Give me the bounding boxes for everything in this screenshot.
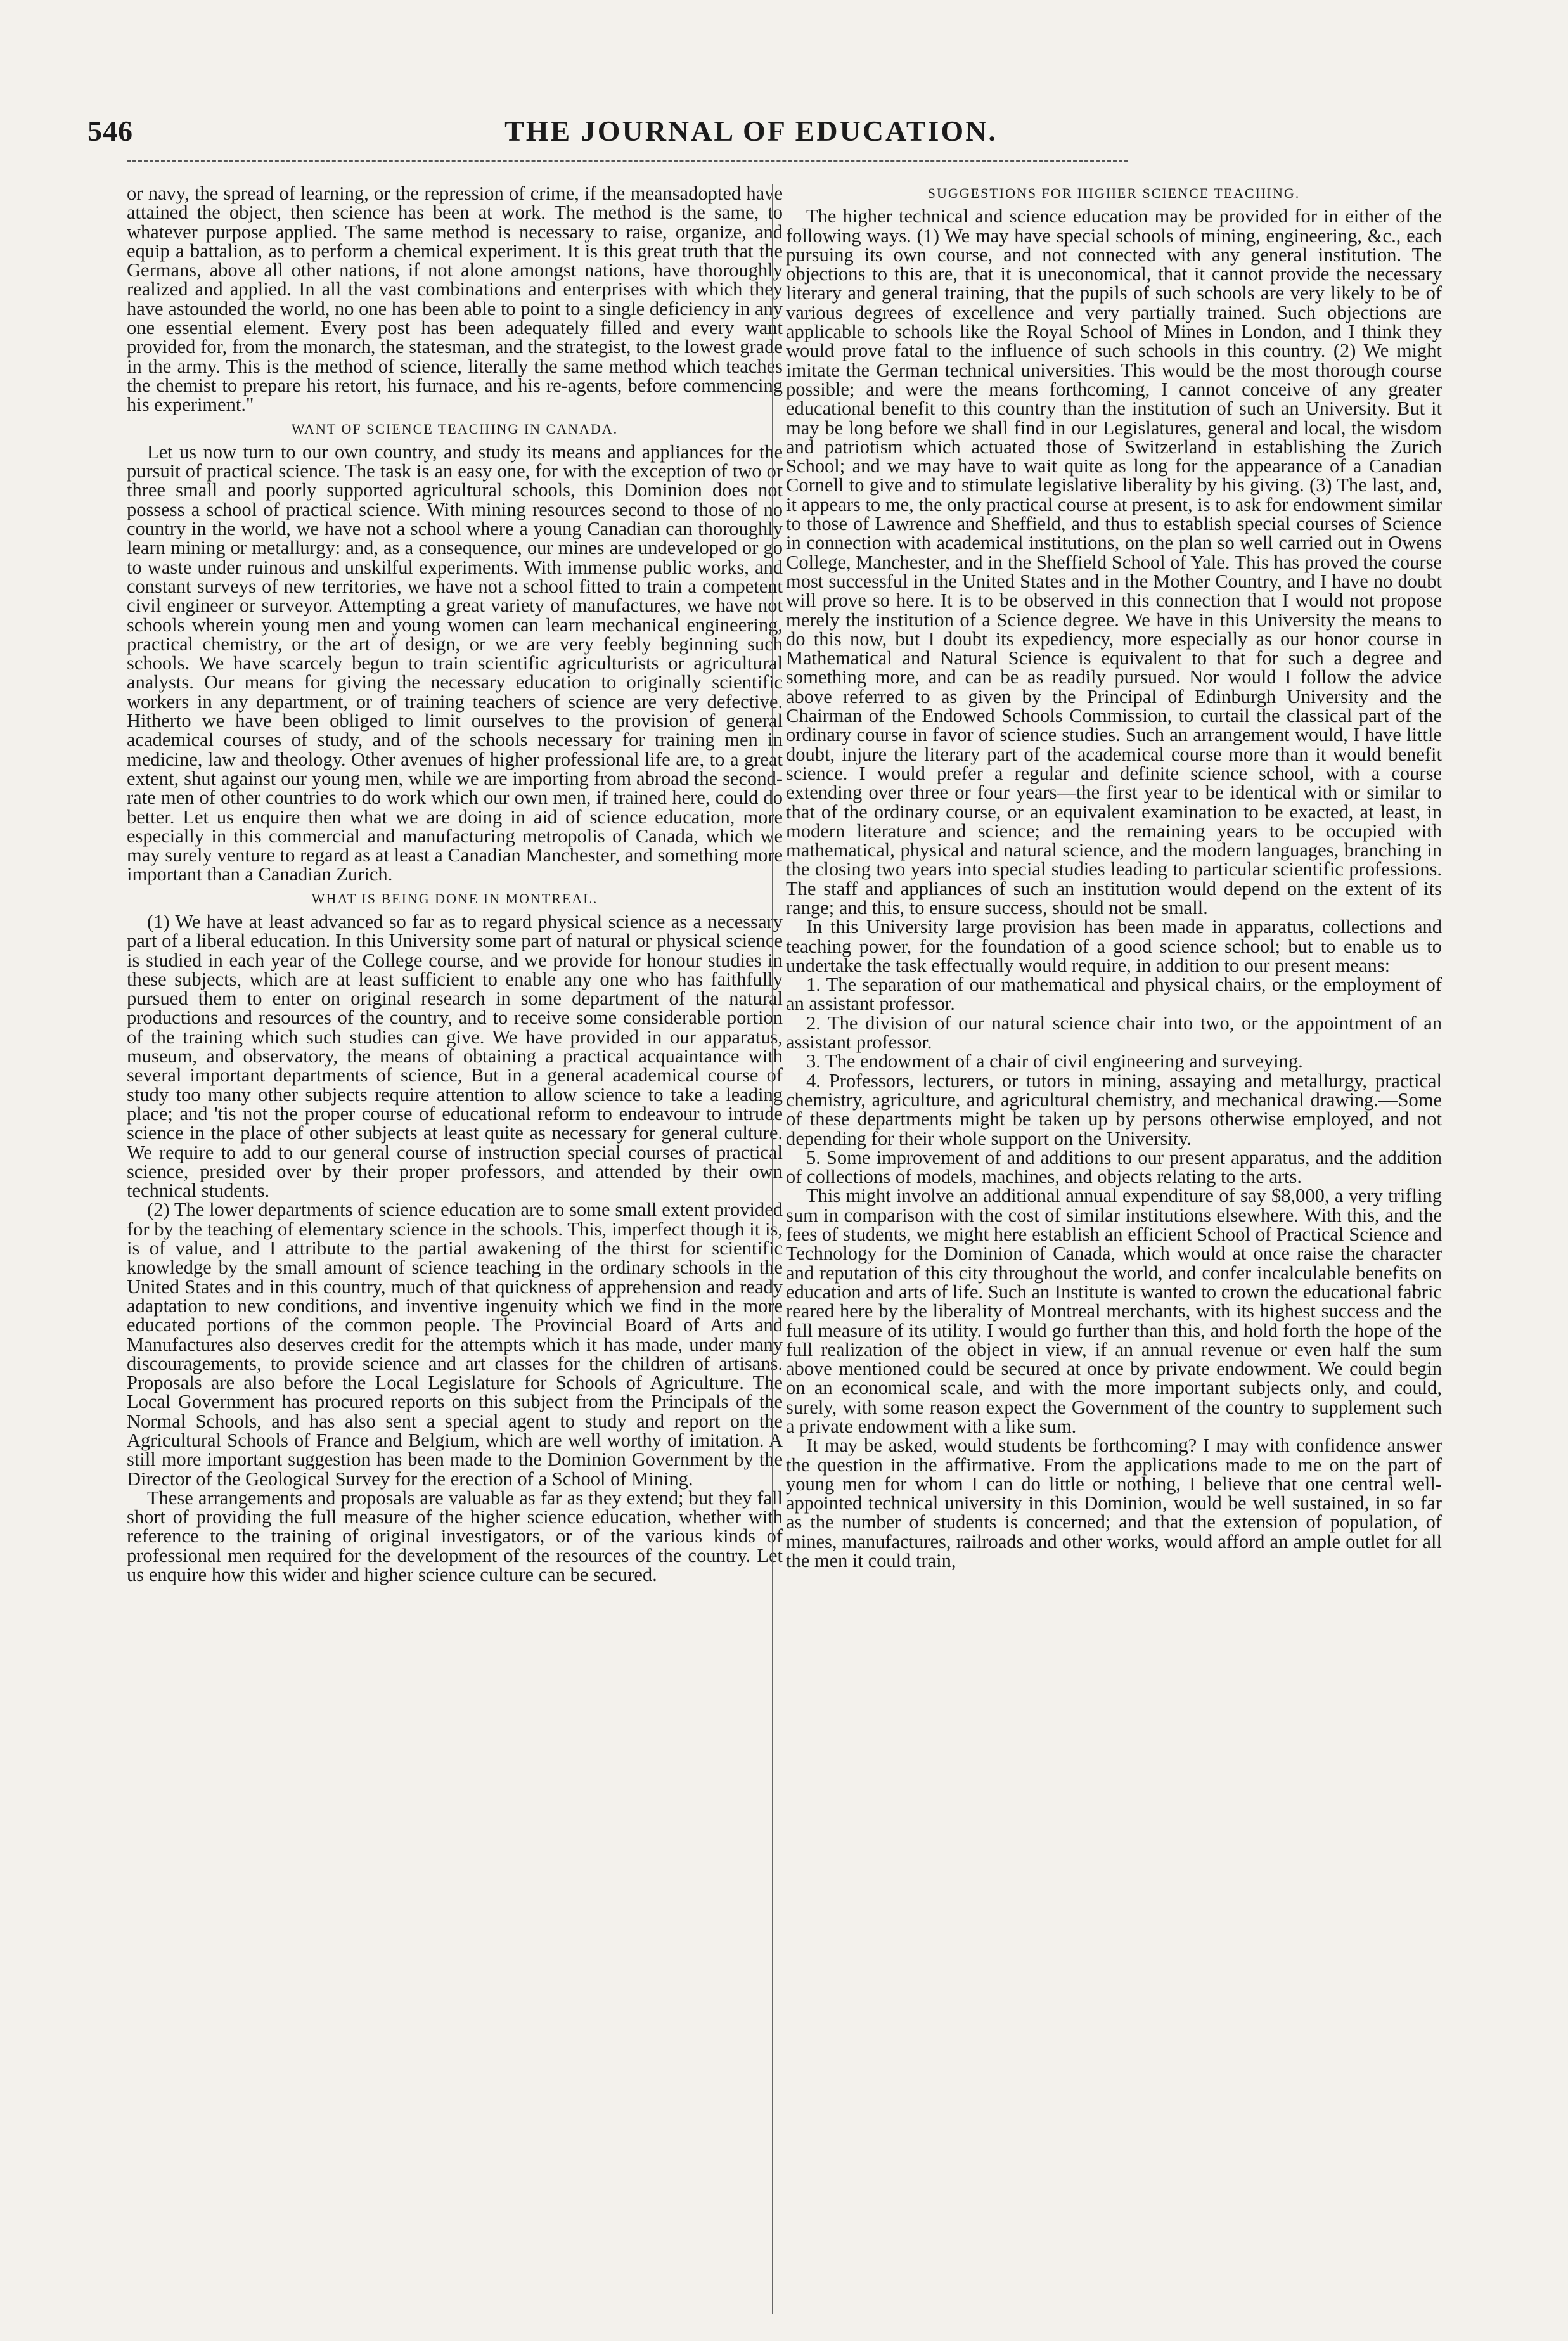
list-item: 5. Some improvement of and additions to our present apparatus, and the addition of collections of models, machines, and objects relating to the arts. (786, 1146, 1442, 1188)
paragraph: This might involve an additional annual expenditure of say $8,000, a very trifling sum in comparison with the cost of similar institutions elsewhere. With this, and the fees of students, we might here establish an efficient School of Practical Science and Technology for the Dominion of Canada, which would at once raise the character and reputation of this city throughout the world, and confer incalculable benefits on education and arts of life. Such an Institute is wanted to crown the educational fabric reared here by the liberality of Montreal merchants, with its highest success and the full measure of its utility. I would go further than this, and hold forth the hope of the full realization of the object in view, if an annual revenue or even half the sum above mentioned could be secured at once by private endowment. We could begin on an economical scale, and with the more important subjects only, and could, surely, with some reason expect the Government of the country to supplement such a private endowment with a like sum. (786, 1185, 1442, 1437)
paragraph: In this University large provision has been made in apparatus, collections and teaching power, for the foundation of a good science school; but to enable us to undertake the task effectually would require, in addition to our present means: (786, 916, 1442, 976)
list-item: 1. The separation of our mathematical and physical chairs, or the employment of an assistant professor. (786, 974, 1442, 1015)
column-divider (772, 184, 773, 2314)
right-column (786, 184, 1442, 2314)
list-item: 2. The division of our natural science chair into two, or the appointment of an assistant professor. (786, 1012, 1442, 1054)
page-number: 546 (87, 115, 133, 147)
paragraph: It may be asked, would students be forthcoming? I may with confidence answer the question in the affirmative. From the applications made to me on the part of young men for whom I can do little or nothing, I believe that one central well-appointed technical university in this Dominion, would be well sustained, in so far as the number of students is concerned; and that the extension of population, of mines, manufactures, railroads and other works, would afford an ample outlet for all the men it could train, (786, 1435, 1442, 1572)
section-heading: WHAT IS BEING DONE IN MONTREAL. (311, 890, 598, 906)
section-heading: WANT OF SCIENCE TEACHING IN CANADA. (291, 420, 619, 437)
section-heading: SUGGESTIONS FOR HIGHER SCIENCE TEACHING. (927, 185, 1301, 201)
paragraph: The higher technical and science education may be provided for in either of the following ways. (1) We may have special schools of mining, engineering, &c., each pursuing its own course, and not connected with any general institution. The objections to this are, that it is uneconomical, that it cannot provide the necessary literary and general training, that the pupils of such schools are very likely to be of various degrees of excellence and very partially trained. Such objections are applicable to schools like the Royal School of Mines in London, and I think they would prove fatal to the influence of such schools in this country. (2) We might imitate the German technical universities. This would be the most thorough course possible; and were the means forthcoming, I cannot conceive of any greater educational benefit to this country than the institution of such an University. But it may be long before we shall find in our Legislatures, general and local, the wisdom and patriotism which actuated those of Switzerland in establishing the Zurich School; and we may have to wait quite as long for the appearance of a Canadian Cornell to give and to stimulate legislative liberality by his giving. (3) The last, and, it appears to me, the only practical course at present, is to ask for endowment similar to those of Lawrence and Sheffield, and thus to establish special courses of Science in connection with academical institutions, on the plan so well carried out in Owens College, Manchester, and in the Sheffield School of Yale. This has proved the course most successful in the United States and in the Mother Country, and I have no doubt will prove so here. It is to be observed in this connection that I would not propose merely the institution of a Science degree. We have in this University the means to do this now, but I doubt its expediency, more especially as our honor course in Mathematical and Natural Science is equivalent to that for such a degree and something more, and can be as readily pursued. Nor would I follow the advice above referred to as given by the Principal of Edinburgh University and the Chairman of the Endowed Schools Commission, to curtail the classical part of the ordinary course in favor of science studies. Such an arrangement would, I have little doubt, injure the literary part of the academical course more than it would benefit science. I would prefer a regular and definite science school, with a course extending over three or four years—the first year to be identical with or similar to that of the ordinary course, or an equivalent examination to be exacted, at least, in modern literature and science; and the remaining years to be occupied with mathematical, physical and natural science, and the modern languages, branching in the closing two years into special studies leading to particular scientific professions. The staff and appliances of such an institution would depend on the extent of its range; and this, to ensure success, should not be small. (786, 205, 1442, 919)
paragraph: (1) We have at least advanced so far as to regard physical science as a necessary part of a liberal education. In this University some part of natural or physical science is studied in each year of the College course, and we provide for honour studies in these subjects, which are at least sufficient to enable any one who has faithfully pursued them to enter on original research in some department of the natural productions and resources of the country, and to receive some considerable portion of the training which such studies can give. We have provided in our apparatus, museum, and observatory, the means of obtaining a practical acquaintance with several important departments of science, But in a general academical course of study too many other subjects require attention to allow science to take a leading place; and 'tis not the proper course of educational reform to endeavour to intrude science in the place of other subjects at least quite as necessary for general culture. We require to add to our general course of instruction special courses of practical science, presided over by their proper professors, and attended by their own technical students. (127, 910, 783, 1202)
header-rule (127, 160, 1128, 162)
list-item: 4. Professors, lecturers, or tutors in mining, assaying and metallurgy, practical chemistry, agriculture, and agricultural chemistry, and mechanical drawing.—Some of these departments might be taken up by persons otherwise employed, and not depending for their whole support on the University. (786, 1069, 1442, 1149)
running-head-title: THE JOURNAL OF EDUCATION. (504, 115, 998, 147)
paragraph: Let us now turn to our own country, and study its means and appliances for the pursuit of practical science. The task is an easy one, for with the exception of two or three small and poorly supported agricultural schools, this Dominion does not possess a school of practical science. With mining resources second to those of no country in the world, we have not a school where a young Canadian can thoroughly learn mining or metallurgy: and, as a consequence, our mines are undeveloped or go to waste under ruinous and unskilful experiments. With immense public works, and constant surveys of new territories, we have not a school fitted to train a competent civil engineer or surveyor. Attempting a great variety of manufactures, we have not schools wherein young men and young women can learn mechanical engineering, practical chemistry, or the art of design, or we are very feebly beginning such schools. We have scarcely begun to train scientific agriculturists or agricultural analysts. Our means for giving the necessary education to originally scientific workers in any department, or of training teachers of science are very defective. Hitherto we have been obliged to limit ourselves to the provision of general academical courses of study, and of the schools necessary for training men in medicine, law and theology. Other avenues of higher professional life are, to a great extent, shut against our young men, while we are importing from abroad the second-rate men of other countries to do work which our own men, if trained here, could do better. Let us enquire then what we are doing in aid of science education, more especially in this commercial and manufacturing metropolis of Canada, which we may surely venture to regard as at least a Canadian Manchester, and something more important than a Canadian Zurich. (127, 441, 783, 886)
paragraph: (2) The lower departments of science education are to some small extent provided for by the teaching of elementary science in the schools. This, imperfect though it is, is of value, and I attribute to the partial awakening of the thirst for scientific knowledge by the small amount of science teaching in the ordinary schools in the United States and in this country, much of that quickness of apprehension and ready adaptation to new conditions, and inventive ingenuity which we find in the more educated portions of the common people. The Provincial Board of Arts and Manufactures also deserves credit for the attempts which it has made, under many discouragements, to provide science and art classes for the children of artisans. Proposals are also before the Local Legislature for Schools of Agriculture. The Local Government has procured reports on this subject from the Principals of the Normal Schools, and has also sent a special agent to study and report on the Agricultural Schools of France and Belgium, which are well worthy of imitation. A still more important suggestion has been made to the Dominion Government by the Director of the Geological Survey for the erection of a School of Mining. (127, 1199, 783, 1490)
list-item: 3. The endowment of a chair of civil engineering and surveying. (806, 1050, 1303, 1073)
paragraph: These arrangements and proposals are valuable as far as they extend; but they fall short of providing the full measure of the higher science education, whether with reference to the training of original investigators, or of the various kinds of professional men required for the development of the resources of the country. Let us enquire how this wider and higher science culture can be secured. (127, 1487, 783, 1586)
left-column (127, 184, 783, 2314)
paragraph: or navy, the spread of learning, or the repression of crime, if the meansadopted have attained the object, then science has been at work. The method is the same, to whatever purpose applied. The same method is necessary to raise, organize, and equip a battalion, as to perform a chemical experiment. It is this great truth that the Germans, above all other nations, if not alone amongst nations, have thoroughly realized and applied. In all the vast combinations and enterprises with which they have astounded the world, no one has been able to point to a single deficiency in any one essential element. Every post has been adequately filled and every want provided for, from the monarch, the statesman, and the strategist, to the lowest grade in the army. This is the method of science, literally the same method which teaches the chemist to prepare his retort, his furnace, and his re-agents, before commencing his experiment." (127, 184, 783, 416)
